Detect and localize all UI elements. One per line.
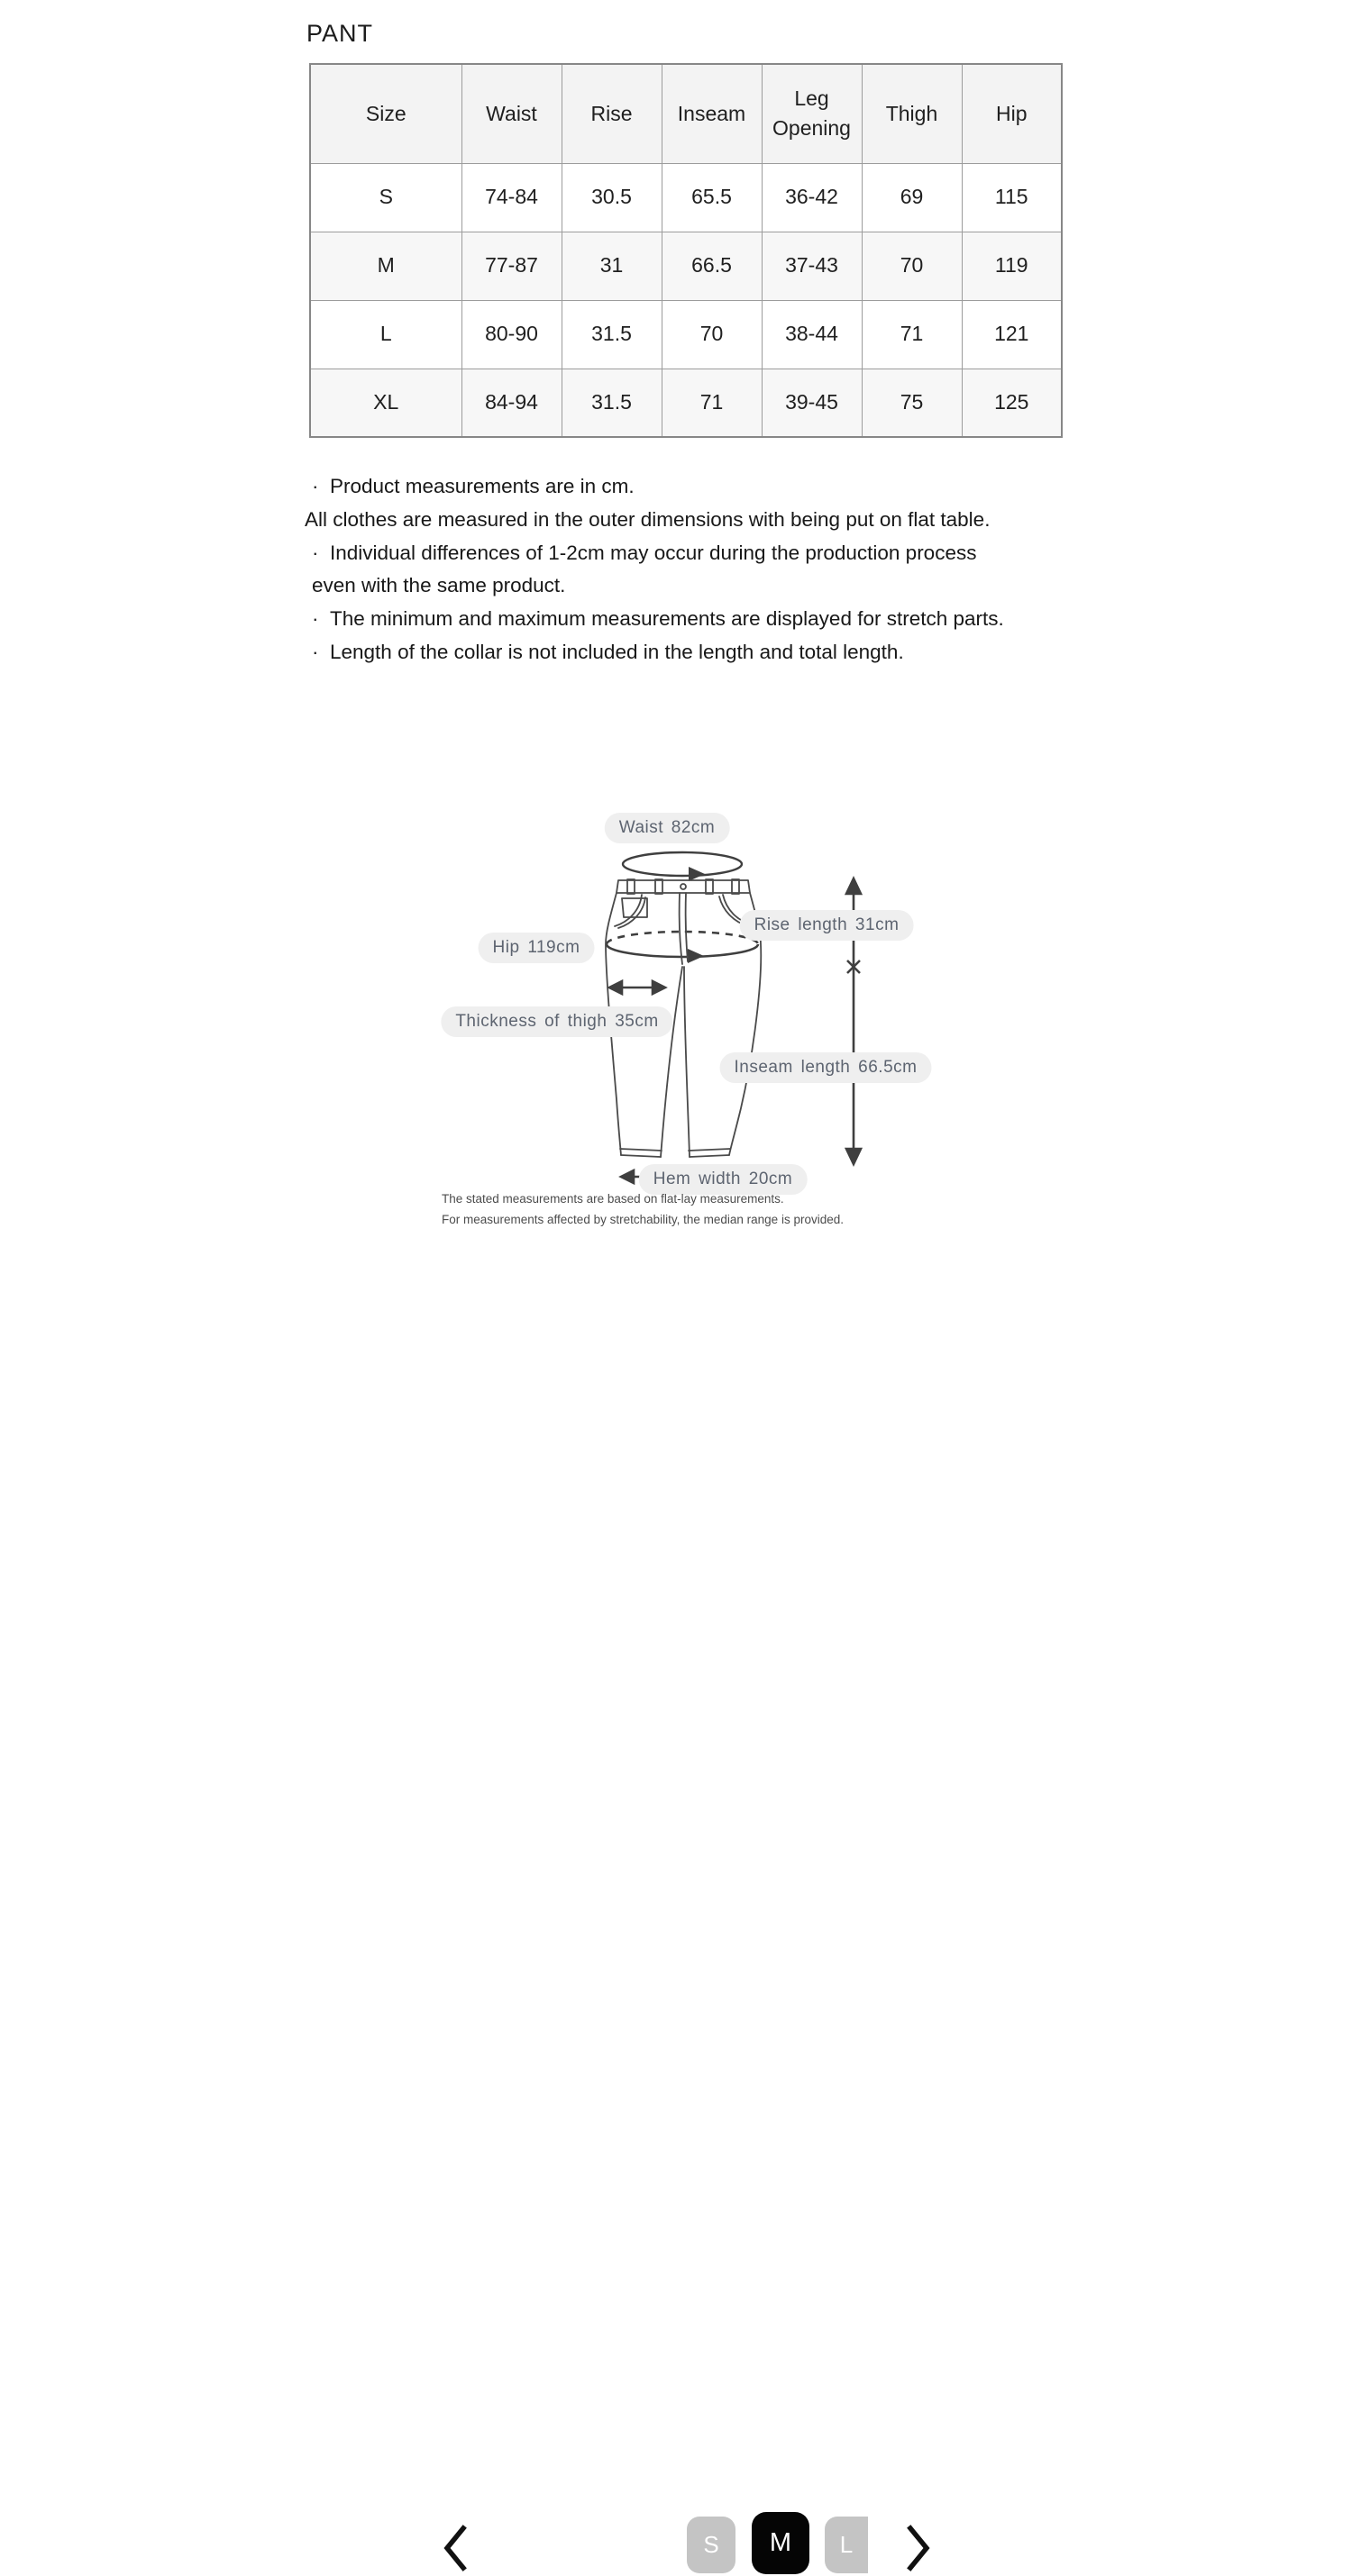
size-button-l[interactable] bbox=[825, 2517, 868, 2573]
cell-value: 71 bbox=[862, 300, 962, 369]
header-cell-rise: Rise bbox=[562, 64, 662, 163]
hip-measurement-label: Hip 119cm bbox=[479, 933, 595, 963]
header-cell-inseam: Inseam bbox=[662, 64, 762, 163]
header-cell-size: Size bbox=[310, 64, 461, 163]
table-row-xl bbox=[310, 369, 1062, 437]
cell-value: 31.5 bbox=[562, 369, 662, 437]
page-title: PANT bbox=[306, 20, 374, 47]
cell-value: 65.5 bbox=[662, 163, 762, 232]
cell-size: L bbox=[310, 300, 461, 369]
chevron-right-icon bbox=[900, 2523, 936, 2573]
thigh-width-arrow bbox=[609, 981, 665, 994]
note-line: · Product measurements are in cm. bbox=[312, 475, 635, 497]
cell-value: 74-84 bbox=[461, 163, 562, 232]
table-row-m bbox=[310, 232, 1062, 300]
header-cell-leg-opening: Leg Opening bbox=[762, 64, 862, 163]
note-line: · Individual differences of 1-2cm may occur during the production process even with the same product. bbox=[312, 541, 977, 597]
cell-value: 119 bbox=[962, 232, 1062, 300]
thigh-measurement-label: Thickness of thigh 35cm bbox=[441, 1006, 672, 1037]
table-row-l bbox=[310, 300, 1062, 369]
cell-value: 75 bbox=[862, 369, 962, 437]
waist-measurement-label: Waist 82cm bbox=[605, 813, 730, 843]
inseam-measurement-label: Inseam length 66.5cm bbox=[720, 1052, 932, 1083]
cell-value: 70 bbox=[862, 232, 962, 300]
cell-value: 77-87 bbox=[461, 232, 562, 300]
hip-solid-arc bbox=[607, 944, 758, 957]
size-button-l-label: L bbox=[839, 2531, 854, 2558]
cell-size: M bbox=[310, 232, 461, 300]
cell-value: 84-94 bbox=[461, 369, 562, 437]
diagram-footnote-line1: The stated measurements are based on flat-lay measurements. bbox=[442, 1192, 784, 1206]
size-button-m[interactable] bbox=[752, 2512, 809, 2574]
cell-value: 39-45 bbox=[762, 369, 862, 437]
waist-arrowhead-icon bbox=[689, 867, 705, 881]
chevron-left-icon bbox=[438, 2523, 474, 2573]
cell-value: 36-42 bbox=[762, 163, 862, 232]
waist-circumference-arrow bbox=[623, 852, 742, 876]
next-size-button[interactable] bbox=[900, 2523, 936, 2573]
cell-value: 31 bbox=[562, 232, 662, 300]
prev-size-button[interactable] bbox=[438, 2523, 474, 2573]
note-line: · Length of the collar is not included in the length and total length. bbox=[312, 640, 904, 663]
hem-measurement-label: Hem width 20cm bbox=[639, 1164, 808, 1195]
cell-value: 38-44 bbox=[762, 300, 862, 369]
measurement-notes bbox=[305, 470, 1026, 669]
cell-value: 66.5 bbox=[662, 232, 762, 300]
cell-value: 70 bbox=[662, 300, 762, 369]
table-row-s bbox=[310, 163, 1062, 232]
cell-value: 71 bbox=[662, 369, 762, 437]
hip-arrowhead-icon bbox=[688, 949, 704, 963]
size-button-m-label: M bbox=[769, 2528, 792, 2557]
cell-size: S bbox=[310, 163, 461, 232]
rise-measurement-label: Rise length 31cm bbox=[740, 910, 914, 941]
cell-value: 115 bbox=[962, 163, 1062, 232]
cell-value: 125 bbox=[962, 369, 1062, 437]
size-button-s-label: S bbox=[703, 2531, 719, 2558]
cell-value: 69 bbox=[862, 163, 962, 232]
diagram-footnote-line2: For measurements affected by stretchability, the median range is provided. bbox=[442, 1212, 844, 1226]
hip-dashed-arc bbox=[607, 932, 758, 944]
note-line: All clothes are measured in the outer dimensions with being put on flat table. bbox=[305, 507, 991, 531]
header-cell-waist: Waist bbox=[461, 64, 562, 163]
cell-value: 37-43 bbox=[762, 232, 862, 300]
cell-value: 121 bbox=[962, 300, 1062, 369]
cell-value: 30.5 bbox=[562, 163, 662, 232]
size-button-s[interactable] bbox=[687, 2517, 735, 2573]
cell-value: 80-90 bbox=[461, 300, 562, 369]
size-selector bbox=[0, 1252, 1352, 2558]
header-cell-thigh: Thigh bbox=[862, 64, 962, 163]
size-chart-table bbox=[309, 63, 1063, 438]
cell-value: 31.5 bbox=[562, 300, 662, 369]
cell-size: XL bbox=[310, 369, 461, 437]
diagram-footnote bbox=[442, 1189, 844, 1230]
note-line: · The minimum and maximum measurements are displayed for stretch parts. bbox=[312, 607, 1004, 631]
pants-measurement-diagram bbox=[433, 802, 955, 1252]
header-cell-hip: Hip bbox=[962, 64, 1062, 163]
table-header-row bbox=[310, 64, 1062, 163]
